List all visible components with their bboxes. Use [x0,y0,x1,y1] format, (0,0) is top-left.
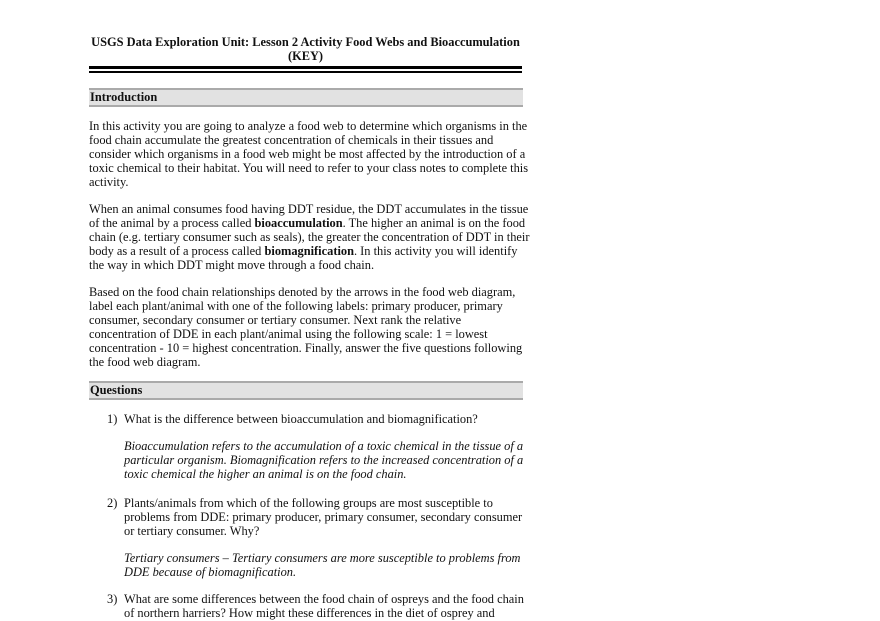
answer-line: particular organism. Biomagnification refers to the increased concentration of a [124,453,524,467]
question-number: 3) [107,592,118,606]
text: . In this activity you will identify [353,244,518,258]
question-text [124,412,523,481]
section-heading-questions: Questions [89,381,523,400]
question-number: 2) [107,496,118,510]
divider [89,66,522,69]
text-line: chain (e.g. tertiary consumer such as seals), the greater the concentration of DDT in their [89,230,530,244]
term-bioaccumulation: bioaccumulation [254,216,343,230]
text: body as a result of a process called [89,244,265,258]
divider [89,71,522,73]
title-line: USGS Data Exploration Unit: Lesson 2 Activity Food Webs and Bioaccumulation [91,35,520,49]
answer-line: Bioaccumulation refers to the accumulation of a toxic chemical in the tissue of a [124,439,524,453]
answer-line: Tertiary consumers – Tertiary consumers are more susceptible to problems from [124,551,521,565]
text-line: Plants/animals from which of the following groups are most susceptible to [124,496,493,510]
text-line [89,244,529,258]
text-line: concentration of DDE in each plant/animal using the following scale: 1 = lowest [89,327,488,341]
text-line: food chain accumulate the greatest concentration of chemicals in their tissues and [89,133,494,147]
term-biomagnification: biomagnification [264,244,354,258]
intro-paragraph-2 [89,202,529,272]
question-text [124,592,524,620]
text-line: or tertiary consumer. Why? [124,524,260,538]
text-line: consider which organisms in a food web might be most affected by the introduction of a [89,147,526,161]
intro-paragraph-3 [89,285,529,369]
text-line: concentration - 10 = highest concentration. Finally, answer the five questions following [89,341,523,355]
section-heading-introduction: Introduction [89,88,523,107]
answer-line: toxic chemical the higher an animal is on the food chain. [124,467,407,481]
text-line: of northern harriers? How might these differences in the diet of osprey and [124,606,495,620]
text-line: activity. [89,175,129,189]
text: of the animal by a process called [89,216,255,230]
answer-line: DDE because of biomagnification. [124,565,297,579]
text-line: When an animal consumes food having DDT residue, the DDT accumulates in the tissue [89,202,529,216]
text-line: consumer, secondary consumer or tertiary consumer. Next rank the relative [89,313,462,327]
text-line: the way in which DDT might move through a food chain. [89,258,375,272]
document-title [89,35,522,63]
text-line: label each plant/animal with one of the following labels: primary producer, primary [89,299,503,313]
text-line [89,216,529,230]
question-number: 1) [107,412,118,426]
question-text [124,496,522,579]
text-line: toxic chemical to their habitat. You will need to refer to your class notes to complete this [89,161,529,175]
text: . The higher an animal is on the food [342,216,526,230]
text-line: What is the difference between bioaccumulation and biomagnification? [124,412,478,426]
text-line: problems from DDE: primary producer, primary consumer, secondary consumer [124,510,523,524]
text-line: What are some differences between the food chain of ospreys and the food chain [124,592,524,606]
title-key: (KEY) [287,49,324,63]
text-line: In this activity you are going to analyze a food web to determine which organisms in the [89,119,528,133]
text-line: Based on the food chain relationships denoted by the arrows in the food web diagram, [89,285,516,299]
intro-paragraph-1 [89,119,529,189]
text-line: the food web diagram. [89,355,201,369]
